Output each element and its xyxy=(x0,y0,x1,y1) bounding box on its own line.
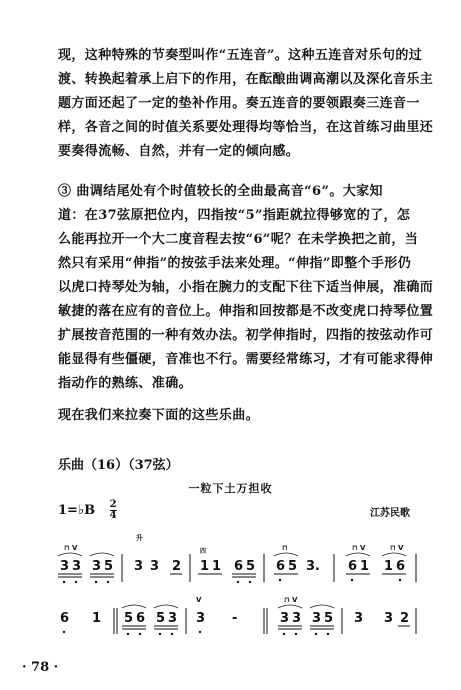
note: 2 xyxy=(400,611,410,626)
dot xyxy=(63,631,65,633)
bow-mark: ⊓ V xyxy=(284,596,298,604)
text-line: 敏捷的落在应有的音位上。伸指和回按都是不改变虎口持琴位置 xyxy=(58,304,434,319)
jianpu-score xyxy=(0,520,461,660)
text-line: 以虎口持琴处为轴，小指在腕力的支配下往下适当伸展，准确而 xyxy=(58,280,434,295)
dot xyxy=(127,633,129,635)
text-line: 现在我们来拉奏下面的这些乐曲。 xyxy=(58,408,260,423)
note: 1 xyxy=(200,559,210,574)
note: 5 xyxy=(104,559,114,574)
dot xyxy=(159,633,161,635)
note: 6 xyxy=(136,611,146,626)
bow-mark: ⊓ V xyxy=(64,544,78,552)
note: 3 xyxy=(384,611,394,626)
dot xyxy=(315,633,317,635)
note: 6 xyxy=(348,559,358,574)
dot xyxy=(351,579,353,581)
note: 3 xyxy=(134,559,144,574)
slur xyxy=(154,605,178,608)
note: 6 xyxy=(60,611,70,626)
dot xyxy=(199,631,201,633)
note: 3 xyxy=(354,611,364,626)
key-label: 1=♭B xyxy=(58,503,96,518)
note: 6 xyxy=(396,559,406,574)
bow-mark: ⊓ V xyxy=(352,544,366,552)
note: 1 xyxy=(360,559,370,574)
bow-mark: ⊓ xyxy=(282,544,288,552)
slur xyxy=(382,553,406,556)
score-line-2 xyxy=(60,596,416,635)
slur xyxy=(346,553,370,556)
key-signature xyxy=(58,500,117,521)
score-line-1 xyxy=(58,533,416,583)
bow-mark: ⊓ V xyxy=(390,544,404,552)
text-line: 样，各音之间的时值关系要处理得均等恰当，在这首练习曲里还 xyxy=(58,120,434,135)
paragraph-intro xyxy=(58,404,438,428)
dot xyxy=(95,581,97,583)
note: 5 xyxy=(156,611,166,626)
dot xyxy=(327,633,329,635)
note: 3 xyxy=(150,559,160,574)
text-line: 现，这种特殊的节奏型叫作“五连音”。这种五连音对乐句的过 xyxy=(58,48,423,63)
dot xyxy=(279,579,281,581)
dot xyxy=(75,581,77,583)
page-number: · 78 · xyxy=(22,660,59,675)
slur xyxy=(90,553,114,556)
text-line: 道：在37弦原把位内，四指按“5”指距就拉得够宽的了，怎 xyxy=(58,208,411,223)
dash: - xyxy=(232,611,238,626)
dot xyxy=(283,633,285,635)
note: 3 xyxy=(280,611,290,626)
slur xyxy=(278,605,302,608)
note: 3 xyxy=(196,611,206,626)
song-title: 一粒下土万担收 xyxy=(188,482,273,495)
note: 5 xyxy=(124,611,134,626)
note: 3 xyxy=(168,611,178,626)
note: 5 xyxy=(324,611,334,626)
note: 3 xyxy=(60,559,70,574)
note: 5 xyxy=(246,559,256,574)
dot xyxy=(139,633,141,635)
dot xyxy=(107,581,109,583)
dot xyxy=(399,579,401,581)
note: 3 xyxy=(92,559,102,574)
text-line: 渡、转换起着承上启下的作用，在酝酿曲调高潮以及深化音乐主 xyxy=(58,72,434,87)
dot xyxy=(295,633,297,635)
slur xyxy=(310,605,334,608)
slur xyxy=(58,553,82,556)
piece-heading: 乐曲（16）（37弦） xyxy=(58,458,179,473)
text-line: 扩展按音范围的一种有效办法。初学伸指时，四指的按弦动作可 xyxy=(58,328,434,343)
note: 3 xyxy=(312,611,322,626)
note: 1 xyxy=(92,611,102,626)
paragraph-extended-finger xyxy=(58,180,438,396)
paragraph-five-notes xyxy=(58,44,438,164)
ornament: 四 xyxy=(200,548,207,555)
bow-mark: V xyxy=(196,596,202,604)
text-line: 题方面还起了一定的垫补作用。奏五连音的要领跟奏三连音一 xyxy=(58,96,420,111)
note: 3 xyxy=(72,559,82,574)
note: 6 xyxy=(276,559,286,574)
text-line: ③ 曲调结尾处有个时值较长的全曲最高音“6”。大家知 xyxy=(58,184,383,199)
ornament: 升 xyxy=(136,534,143,542)
note: 3 xyxy=(292,611,302,626)
note: 5 xyxy=(288,559,298,574)
slur xyxy=(274,553,298,556)
note: 1 xyxy=(212,559,222,574)
time-bottom: 4 xyxy=(109,510,117,521)
text-line: 要奏得流畅、自然，并有一定的倾向感。 xyxy=(58,144,300,159)
note: 6 xyxy=(234,559,244,574)
text-line: 能显得有些僵硬，音准也不行。需要经常练习，才有可能求得伸 xyxy=(58,352,434,367)
dot xyxy=(249,581,251,583)
dot xyxy=(171,633,173,635)
text-line: 然只有采用“伸指”的按弦手法来处理。“伸指”即整个手形仍 xyxy=(58,256,412,271)
dot xyxy=(63,581,65,583)
song-origin: 江苏民歌 xyxy=(370,508,410,519)
dot xyxy=(237,581,239,583)
note: 1 xyxy=(384,559,394,574)
note: 3. xyxy=(306,559,320,574)
slur xyxy=(122,605,146,608)
time-top: 2 xyxy=(109,499,117,510)
note: 2 xyxy=(172,559,182,574)
text-line: 指动作的熟练、准确。 xyxy=(58,376,193,391)
text-line: 么能再拉开一个大二度音程去按“6”呢？在未学换把之前，当 xyxy=(58,232,419,247)
time-signature xyxy=(110,500,117,521)
